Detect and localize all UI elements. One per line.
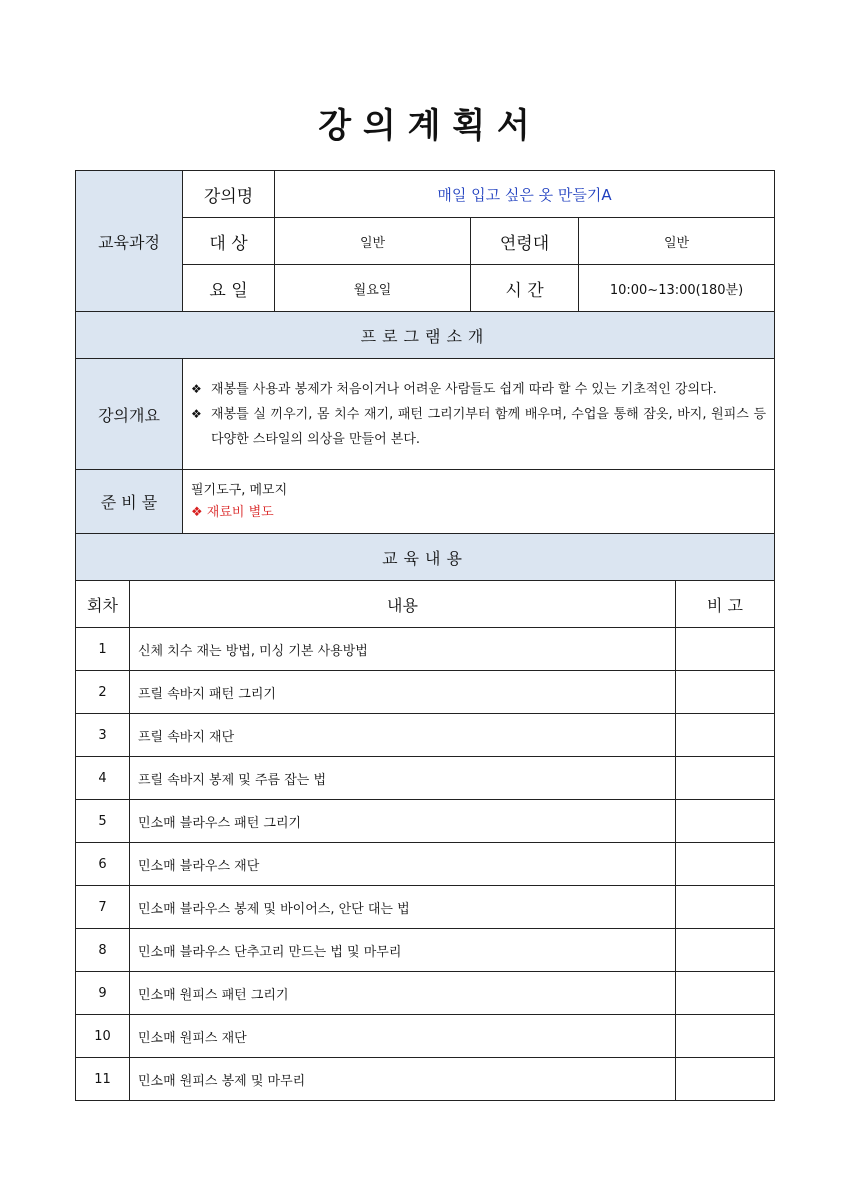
prep-note-text: 재료비 별도 [206, 504, 274, 520]
session-number: 2 [76, 671, 130, 714]
education-table [75, 580, 775, 1101]
session-content: 민소매 블라우스 단추고리 만드는 법 및 마무리 [130, 929, 676, 972]
day-label: 요 일 [183, 265, 275, 312]
table-row [76, 800, 775, 843]
prep-note [191, 502, 766, 524]
overview-label: 강의개요 [76, 359, 183, 470]
diamond-bullet-icon: ❖ [191, 504, 203, 520]
session-content: 민소매 원피스 패턴 그리기 [130, 972, 676, 1015]
overview-bullet [191, 377, 766, 402]
document-title: 강 의 계 획 서 [318, 106, 530, 146]
table-row [76, 972, 775, 1015]
age-value: 일반 [579, 218, 775, 265]
table-row [76, 714, 775, 757]
session-note [676, 972, 775, 1015]
table-row [76, 628, 775, 671]
session-number: 9 [76, 972, 130, 1015]
target-value: 일반 [275, 218, 471, 265]
prep-items: 필기도구, 메모지 [191, 482, 288, 498]
diamond-bullet-icon: ❖ [191, 406, 202, 421]
table-row [76, 671, 775, 714]
session-number: 1 [76, 628, 130, 671]
overview-text: 재봉틀 실 끼우기, 몸 치수 재기, 패턴 그리기부터 함께 배우며, 수업을 통해 잠옷, 바지, 원피스 등 다양한 스타일의 의상을 만들어 본다. [211, 406, 767, 447]
session-content: 프릴 속바지 재단 [130, 714, 676, 757]
session-note [676, 714, 775, 757]
session-content: 프릴 속바지 봉제 및 주름 잡는 법 [130, 757, 676, 800]
session-note [676, 886, 775, 929]
time-value: 10:00~13:00(180분) [579, 265, 775, 312]
session-note [676, 1015, 775, 1058]
table-row [76, 929, 775, 972]
program-header: 프로그램소개 [76, 312, 775, 359]
session-number: 10 [76, 1015, 130, 1058]
age-label: 연령대 [471, 218, 579, 265]
session-content: 민소매 블라우스 패턴 그리기 [130, 800, 676, 843]
table-row [76, 843, 775, 886]
session-number: 4 [76, 757, 130, 800]
course-name-value: 매일 입고 싶은 옷 만들기A [275, 171, 775, 218]
session-content: 프릴 속바지 패턴 그리기 [130, 671, 676, 714]
session-number: 6 [76, 843, 130, 886]
session-note [676, 628, 775, 671]
overview-bullet [191, 402, 766, 452]
table-row [76, 1015, 775, 1058]
session-note [676, 1058, 775, 1101]
content-column-header: 내용 [130, 581, 676, 628]
session-number: 11 [76, 1058, 130, 1101]
time-label: 시 간 [471, 265, 579, 312]
session-content: 민소매 블라우스 재단 [130, 843, 676, 886]
session-note [676, 800, 775, 843]
table-row [76, 757, 775, 800]
note-column-header: 비 고 [676, 581, 775, 628]
course-info-table [75, 170, 775, 581]
overview-content [183, 359, 775, 470]
session-number: 5 [76, 800, 130, 843]
session-content: 민소매 원피스 봉제 및 마무리 [130, 1058, 676, 1101]
session-note [676, 671, 775, 714]
session-content: 신체 치수 재는 방법, 미싱 기본 사용방법 [130, 628, 676, 671]
overview-text: 재봉틀 사용과 봉제가 처음이거나 어려운 사람들도 쉽게 따라 할 수 있는 기초적인 강의다. [211, 381, 717, 397]
session-content: 민소매 원피스 재단 [130, 1015, 676, 1058]
target-label: 대 상 [183, 218, 275, 265]
course-section-label: 교육과정 [76, 171, 183, 312]
session-number: 3 [76, 714, 130, 757]
diamond-bullet-icon: ❖ [191, 381, 202, 396]
session-note [676, 757, 775, 800]
education-header: 교육내용 [76, 534, 775, 581]
session-number: 7 [76, 886, 130, 929]
session-content: 민소매 블라우스 봉제 및 바이어스, 안단 대는 법 [130, 886, 676, 929]
day-value: 월요일 [275, 265, 471, 312]
session-number: 8 [76, 929, 130, 972]
course-name-label: 강의명 [183, 171, 275, 218]
session-column-header: 회차 [76, 581, 130, 628]
table-row [76, 1058, 775, 1101]
table-row [76, 886, 775, 929]
prep-label: 준 비 물 [76, 470, 183, 534]
prep-content [183, 470, 775, 534]
session-note [676, 843, 775, 886]
session-note [676, 929, 775, 972]
